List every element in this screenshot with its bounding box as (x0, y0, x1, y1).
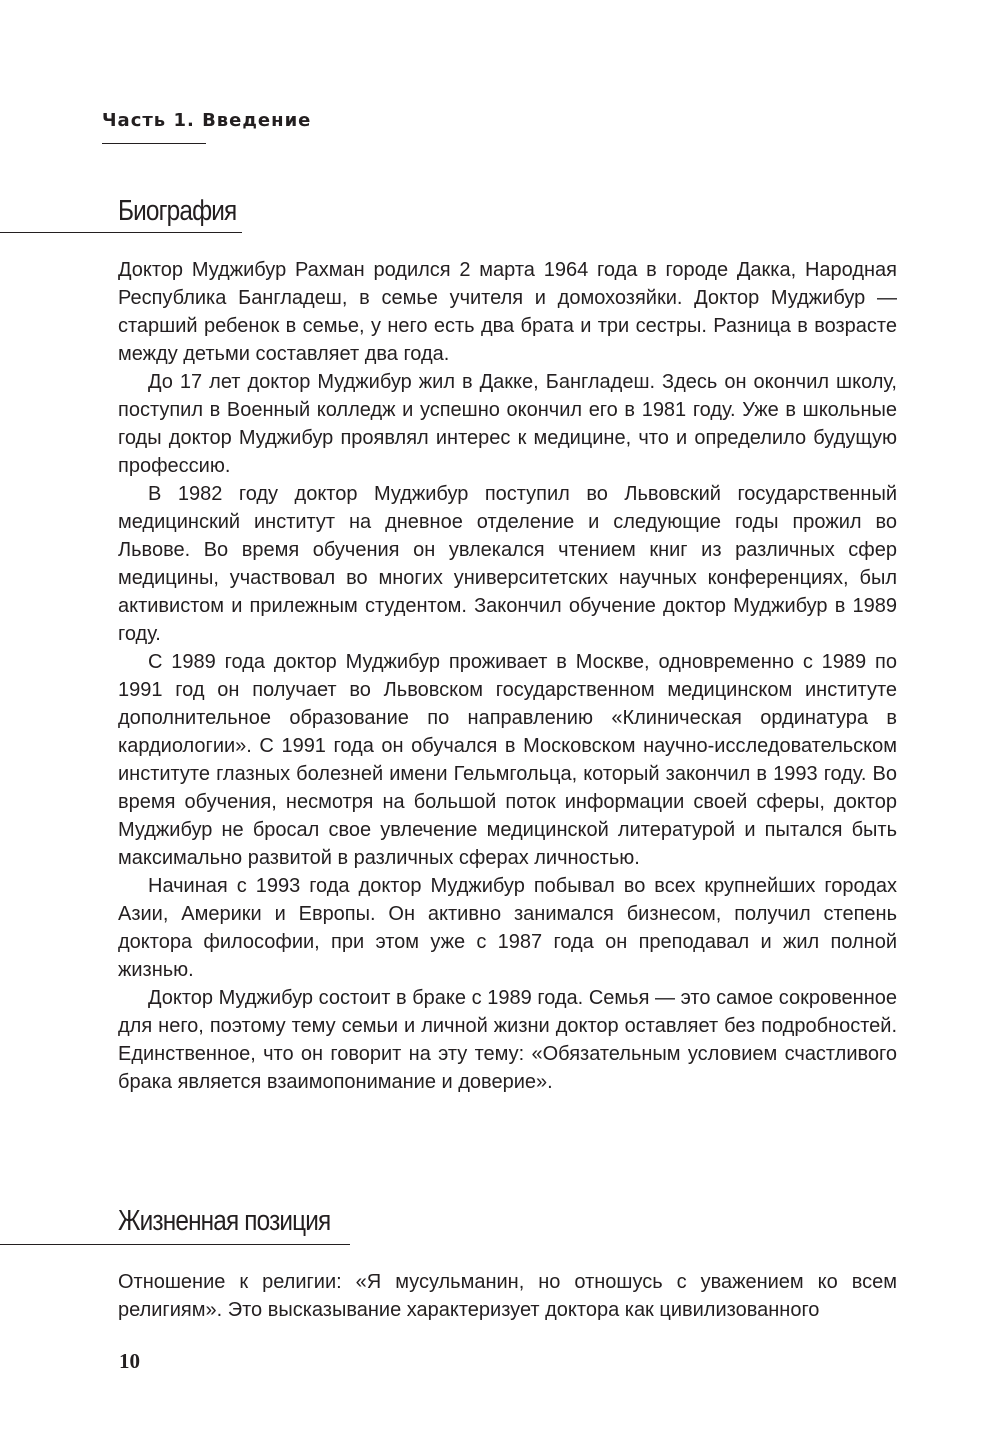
paragraph: В 1982 году доктор Муджибур поступил во Львовский государственный медицинский институт на дневное отделение и следующие годы прожил во Львове. Во время обучения он увлекался чтением книг из различных сфер медицины, участвовал во многих университетских научных конференциях, был активистом и прилежным студентом. Закончил обучение доктор Муджибур в 1989 году. (118, 483, 897, 645)
biography-text (118, 256, 897, 1096)
paragraph: Отношение к религии: «Я мусульманин, но отношусь с уважением ко всем религиям». Это высказывание характеризует доктора как цивилизованного (118, 1271, 897, 1321)
section-heading-biography: Биография (118, 195, 237, 227)
paragraph: Доктор Муджибур Рахман родился 2 марта 1964 года в городе Дакка, Народная Республика Бангладеш, в семье учителя и домохозяйки. Доктор Муджибур — старший ребенок в семье, у него есть два брата и три сестры. Разница в возрасте между детьми составляет два года. (118, 259, 897, 365)
paragraph: Доктор Муджибур состоит в браке с 1989 года. Семья — это самое сокровенное для него, поэтому тему семьи и личной жизни доктор оставляет без подробностей. Единственное, что он говорит на эту тему: «Обязательным условием счастливого брака является взаимопонимание и доверие». (118, 987, 897, 1093)
life-position-text (118, 1268, 897, 1324)
section-heading-life-position: Жизненная позиция (118, 1205, 331, 1237)
paragraph: Начиная с 1993 года доктор Муджибур побывал во всех крупнейших городах Азии, Америки и Европы. Он активно занимался бизнесом, получил степень доктора философии, при этом уже с 1987 года он преподавал и жил полной жизнью. (118, 875, 897, 981)
page-number: 10 (119, 1349, 140, 1373)
paragraph: С 1989 года доктор Муджибур проживает в Москве, одновременно с 1989 по 1991 год он получает во Львовском государственном медицинском институте дополнительное образование по направлению «Клиническая ординатура в кардиологии». С 1991 года он обучался в Московском научно-исследовательском институте глазных болезней имени Гельмгольца, который закончил в 1993 году. Во время обучения, несмотря на большой поток информации своей сферы, доктор Муджибур не бросал свое увлечение медицинской литературой и пытался быть максимально развитой в различных сферах личностью. (118, 651, 897, 869)
section-heading-rule (0, 1244, 350, 1245)
running-head: Часть 1. Введение (102, 110, 312, 131)
paragraph: До 17 лет доктор Муджибур жил в Дакке, Бангладеш. Здесь он окончил школу, поступил в Военный колледж и успешно окончил его в 1981 году. Уже в школьные годы доктор Муджибур проявлял интерес к медицине, что и определило будущую профессию. (118, 371, 897, 477)
section-heading-rule (0, 232, 242, 233)
running-head-rule (102, 143, 206, 144)
